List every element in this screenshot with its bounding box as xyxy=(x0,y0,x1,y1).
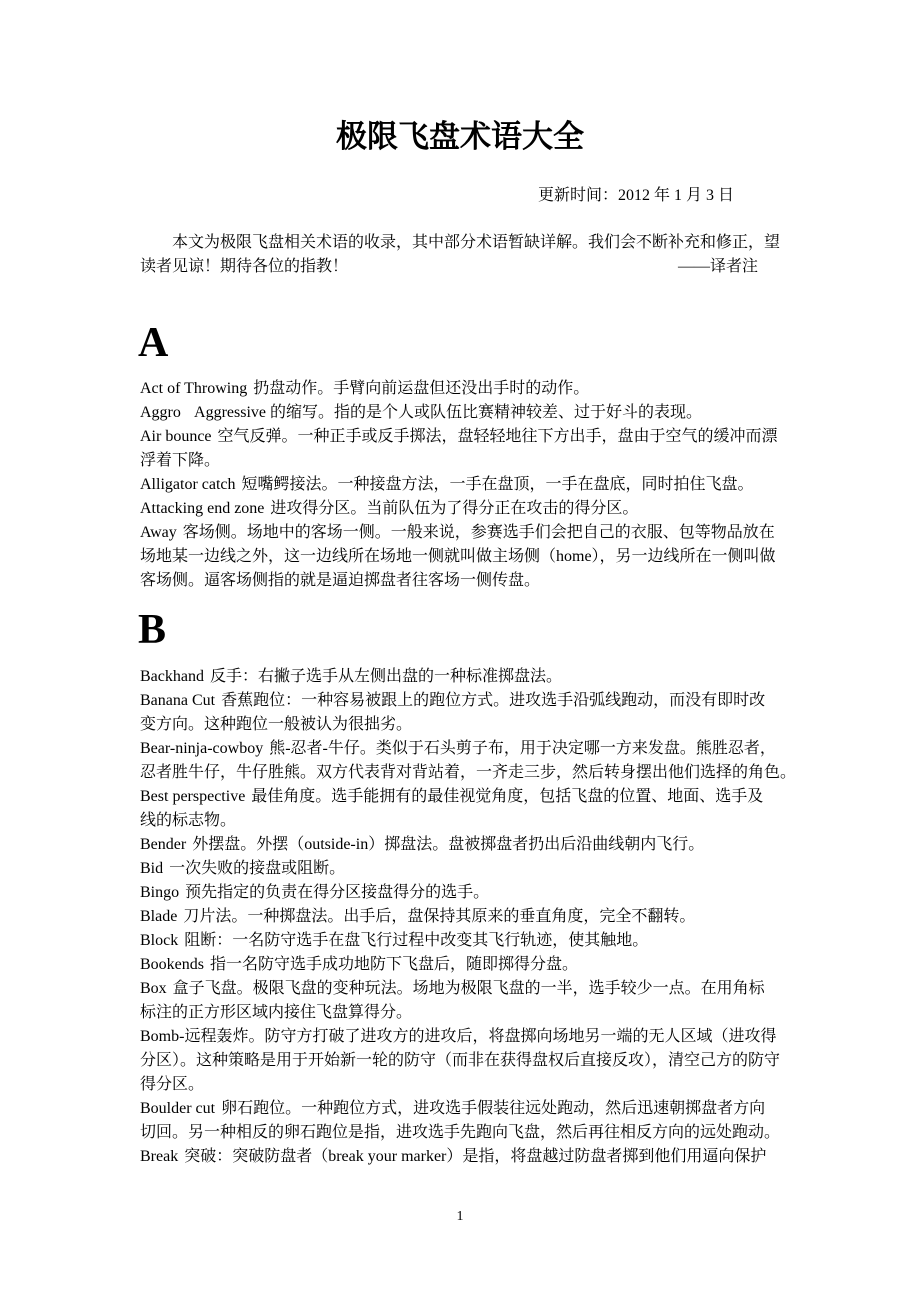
entry-term: Break xyxy=(140,1148,179,1165)
entry-definition: 香蕉跑位：一种容易被跟上的跑位方式。进攻选手沿弧线跑动，而没有即时改 xyxy=(221,692,766,709)
page-number: 1 xyxy=(456,1209,464,1224)
entry-definition: 进攻得分区。当前队伍为了得分正在攻击的得分区。 xyxy=(270,500,639,517)
glossary-entry xyxy=(140,1097,800,1145)
entry-definition: 阻断：一名防守选手在盘飞行过程中改变其飞行轨迹，使其触地。 xyxy=(184,932,649,949)
entry-line xyxy=(140,1097,800,1121)
entry-line xyxy=(140,689,800,713)
entry-term: Bid xyxy=(140,860,164,877)
entry-definition: 外摆盘。外摆（outside-in）掷盘法。盘被掷盘者扔出后沿曲线朝内飞行。 xyxy=(192,836,705,853)
entry-definition: 最佳角度。选手能拥有的最佳视觉角度，包括飞盘的位置、地面、选手及 xyxy=(251,788,764,805)
entry-term: Block xyxy=(140,932,179,949)
entry-term: Bookends xyxy=(140,956,204,973)
glossary-entry xyxy=(140,785,800,833)
glossary-section-b xyxy=(140,665,800,1169)
entry-line xyxy=(140,809,800,833)
entry-line xyxy=(140,929,800,953)
translator-note: ——译者注 xyxy=(678,258,759,275)
entry-line xyxy=(140,1145,800,1169)
section-letter-b: B xyxy=(138,607,167,653)
entry-line xyxy=(140,881,800,905)
entry-definition: 短嘴鳄接法。一种接盘方法，一手在盘顶，一手在盘底，同时拍住飞盘。 xyxy=(241,476,754,493)
glossary-entry xyxy=(140,929,800,953)
glossary-entry xyxy=(140,977,800,1025)
entry-line xyxy=(140,665,800,689)
entry-term: Bear-ninja-cowboy xyxy=(140,740,264,757)
entry-term: Bingo xyxy=(140,884,180,901)
entry-term: Box xyxy=(140,980,167,997)
entry-term: Aggro xyxy=(140,404,181,421)
entry-line xyxy=(140,857,800,881)
entry-term: Act of Throwing xyxy=(140,380,248,397)
glossary-entry xyxy=(140,377,800,401)
entry-line xyxy=(140,521,800,545)
entry-line xyxy=(140,1001,800,1025)
intro-paragraph xyxy=(140,231,782,279)
entry-line xyxy=(140,785,800,809)
entry-definition: 扔盘动作。手臂向前运盘但还没出手时的动作。 xyxy=(253,380,590,397)
entry-definition: 卵石跑位。一种跑位方式，进攻选手假装往远处跑动，然后迅速朝掷盘者方向 xyxy=(221,1100,766,1117)
entry-term: Alligator catch xyxy=(140,476,236,493)
entry-term: Away xyxy=(140,524,177,541)
entry-term: Attacking end zone xyxy=(140,500,265,517)
glossary-entry xyxy=(140,689,800,737)
entry-definition: 切回。另一种相反的卵石跑位是指，进攻选手先跑向飞盘，然后再往相反方向的远处跑动。 xyxy=(140,1124,781,1141)
entry-definition: 空气反弹。一种正手或反手掷法，盘轻轻地往下方出手，盘由于空气的缓冲而漂 xyxy=(217,428,778,445)
glossary-entry xyxy=(140,521,800,593)
glossary-entry xyxy=(140,401,800,425)
entry-line xyxy=(140,905,800,929)
entry-definition: 分区）。这种策略是用于开始新一轮的防守（而非在获得盘权后直接反攻），清空己方的防守 xyxy=(140,1052,781,1069)
entry-term: Bender xyxy=(140,836,187,853)
entry-term: Bomb- xyxy=(140,1028,185,1045)
glossary-entry xyxy=(140,497,800,521)
entry-definition: 得分区。 xyxy=(140,1076,205,1093)
glossary-entry xyxy=(140,905,800,929)
glossary-entry xyxy=(140,1025,800,1097)
document-title: 极限飞盘术语大全 xyxy=(336,119,584,154)
entry-line xyxy=(140,425,800,449)
entry-line xyxy=(140,713,800,737)
entry-line xyxy=(140,1025,800,1049)
entry-line xyxy=(140,401,800,425)
entry-line xyxy=(140,449,800,473)
entry-definition: 场地某一边线之外，这一边线所在场地一侧就叫做主场侧（home），另一边线所在一侧叫做 xyxy=(140,548,776,565)
entry-definition: 忍者胜牛仔，牛仔胜熊。双方代表背对背站着，一齐走三步，然后转身摆出他们选择的角色。 xyxy=(140,764,797,781)
entry-definition: 浮着下降。 xyxy=(140,452,221,469)
entry-line xyxy=(140,1073,800,1097)
entry-definition: 熊-忍者-牛仔。类似于石头剪子布，用于决定哪一方来发盘。熊胜忍者， xyxy=(269,740,776,757)
intro-line: 本文为极限飞盘相关术语的收录，其中部分术语暂缺详解。我们会不断补充和修正，望 xyxy=(172,234,781,251)
entry-line xyxy=(140,569,800,593)
entry-term: Boulder cut xyxy=(140,1100,216,1117)
entry-term: Backhand xyxy=(140,668,204,685)
entry-line xyxy=(140,1121,800,1145)
entry-term: Best perspective xyxy=(140,788,246,805)
entry-definition: 一次失败的接盘或阻断。 xyxy=(169,860,346,877)
entry-line xyxy=(140,473,800,497)
entry-line xyxy=(140,497,800,521)
entry-definition: 盒子飞盘。极限飞盘的变种玩法。场地为极限飞盘的一半，选手较少一点。在用角标 xyxy=(172,980,765,997)
entry-definition: 线的标志物。 xyxy=(140,812,237,829)
entry-definition: 客场侧。逼客场侧指的就是逼迫掷盘者往客场一侧传盘。 xyxy=(140,572,541,589)
entry-definition: 突破：突破防盘者（break your marker）是指，将盘越过防盘者掷到他们用逼向保护 xyxy=(184,1148,767,1165)
entry-definition: 刀片法。一种掷盘法。出手后，盘保持其原来的垂直角度，完全不翻转。 xyxy=(183,908,696,925)
entry-definition: 标注的正方形区域内接住飞盘算得分。 xyxy=(140,1004,413,1021)
entry-line xyxy=(140,977,800,1001)
glossary-entry xyxy=(140,857,800,881)
entry-definition: 客场侧。场地中的客场一侧。一般来说，参赛选手们会把自己的衣服、包等物品放在 xyxy=(182,524,775,541)
glossary-entry xyxy=(140,833,800,857)
entry-definition: 远程轰炸。防守方打破了进攻方的进攻后，将盘掷向场地另一端的无人区域（进攻得 xyxy=(184,1028,777,1045)
entry-term: Air bounce xyxy=(140,428,212,445)
intro-line: 读者见谅！期待各位的指教！ xyxy=(140,258,349,275)
glossary-entry xyxy=(140,953,800,977)
update-date: 更新时间：2012 年 1 月 3 日 xyxy=(538,187,735,204)
entry-definition: 变方向。这种跑位一般被认为很拙劣。 xyxy=(140,716,413,733)
entry-definition: 预先指定的负责在得分区接盘得分的选手。 xyxy=(185,884,490,901)
glossary-entry xyxy=(140,473,800,497)
glossary-section-a xyxy=(140,377,800,593)
entry-term: Banana Cut xyxy=(140,692,216,709)
entry-line xyxy=(140,833,800,857)
entry-term: Blade xyxy=(140,908,178,925)
entry-line xyxy=(140,1049,800,1073)
entry-line xyxy=(140,377,800,401)
glossary-entry xyxy=(140,737,800,785)
entry-line xyxy=(140,737,800,761)
entry-definition: Aggressive 的缩写。指的是个人或队伍比赛精神较差、过于好斗的表现。 xyxy=(186,404,702,421)
entry-line xyxy=(140,953,800,977)
glossary-entry xyxy=(140,1145,800,1169)
section-letter-a: A xyxy=(138,320,169,366)
glossary-entry xyxy=(140,665,800,689)
entry-definition: 反手：右撇子选手从左侧出盘的一种标准掷盘法。 xyxy=(209,668,562,685)
glossary-entry xyxy=(140,425,800,473)
entry-definition: 指一名防守选手成功地防下飞盘后，随即掷得分盘。 xyxy=(210,956,579,973)
entry-line xyxy=(140,545,800,569)
glossary-entry xyxy=(140,881,800,905)
entry-line xyxy=(140,761,800,785)
